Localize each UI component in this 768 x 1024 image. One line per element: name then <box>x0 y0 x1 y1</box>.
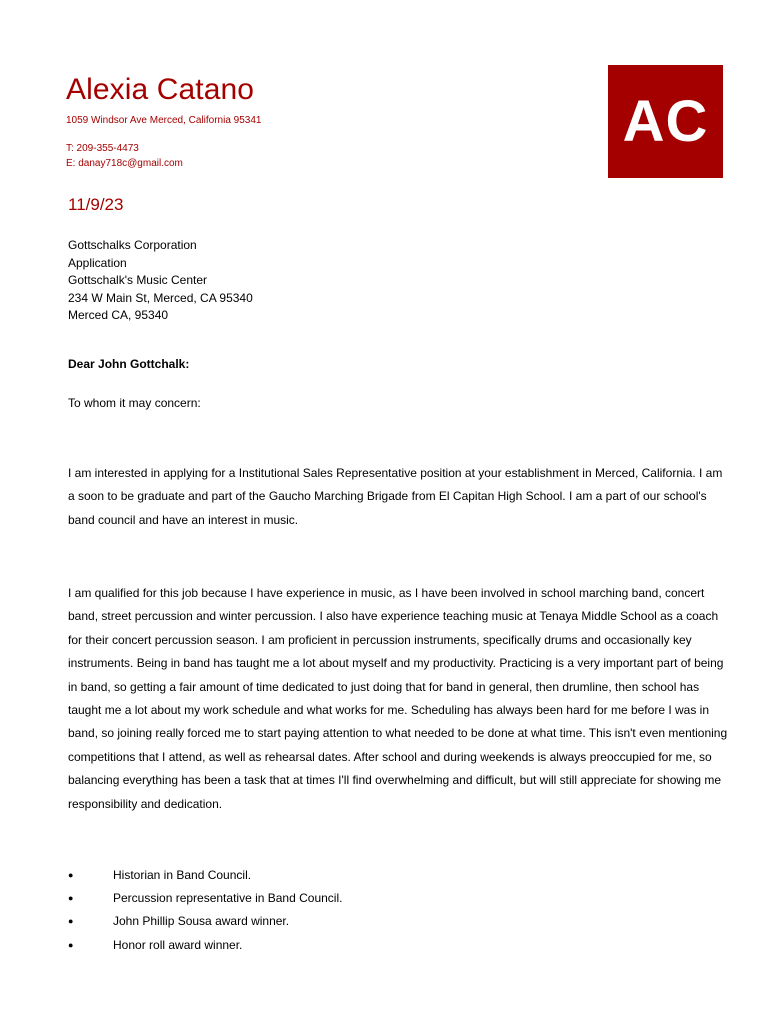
list-item-text: John Phillip Sousa award winner. <box>113 914 290 929</box>
monogram-badge: AC <box>608 65 723 178</box>
letter-date: 11/9/23 <box>68 195 124 214</box>
list-item-text: Historian in Band Council. <box>113 868 252 882</box>
recipient-line: Merced CA, 95340 <box>68 308 169 323</box>
bullet-icon: ● <box>68 893 74 904</box>
bullet-icon: ● <box>68 939 74 950</box>
salutation: Dear John Gottchalk: <box>68 357 190 371</box>
bullet-icon: ● <box>68 870 74 880</box>
list-item-text: Honor roll award winner. <box>113 937 243 952</box>
body-paragraph-qualifications: I am qualified for this job because I have experience in music, as I have been involved in school marching band, concert band, street percussion and winter percussion. I also have experience teaching music at Tenaya Middle School as a coach for their concert percussion season. I am proficient in percussion instruments, specifically drums and occasionally key instruments. Being in band has taught me a lot about myself and my productivity. Practicing is a very important part of being in band, so getting a fair amount of time dedicated to just doing that for band in general, then drumline, then school has taught me a lot about my work schedule and what works for me. Scheduling has always been hard for me before I was in band, so joining really forced me to start paying attention to what needed to be done at what time. This isn't even mentioning competitions that I attend, as well as rehearsal dates. After school and during weekends is always preoccupied for me, so balancing everything has been a task that at times I'll find overwhelming and difficult, but will still appreciate for showing me responsibility and dedication. <box>68 586 728 811</box>
applicant-address: 1059 Windsor Ave Merced, California 95341 <box>66 115 262 126</box>
applicant-email: E: danay718c@gmail.com <box>66 158 183 169</box>
recipient-line: Application <box>68 255 127 270</box>
body-paragraph-interest: I am interested in applying for a Institutional Sales Representative position at your establishment in Merced, California. I am a soon to be graduate and part of the Gaucho Marching Brigade from El Capitan High School. I am a part of our school's band council and have an interest in music. <box>68 466 723 527</box>
list-item-text: Percussion representative in Band Council. <box>113 891 343 906</box>
recipient-block <box>68 237 253 325</box>
opening-line: To whom it may concern: <box>68 396 201 410</box>
applicant-name: Alexia Catano <box>66 73 255 106</box>
recipient-line: Gottschalk's Music Center <box>68 273 208 288</box>
recipient-line: Gottschalks Corporation <box>68 238 197 252</box>
bullet-icon: ● <box>68 916 74 927</box>
recipient-line: 234 W Main St, Merced, CA 95340 <box>68 290 253 305</box>
applicant-phone: T: 209-355-4473 <box>66 143 139 154</box>
